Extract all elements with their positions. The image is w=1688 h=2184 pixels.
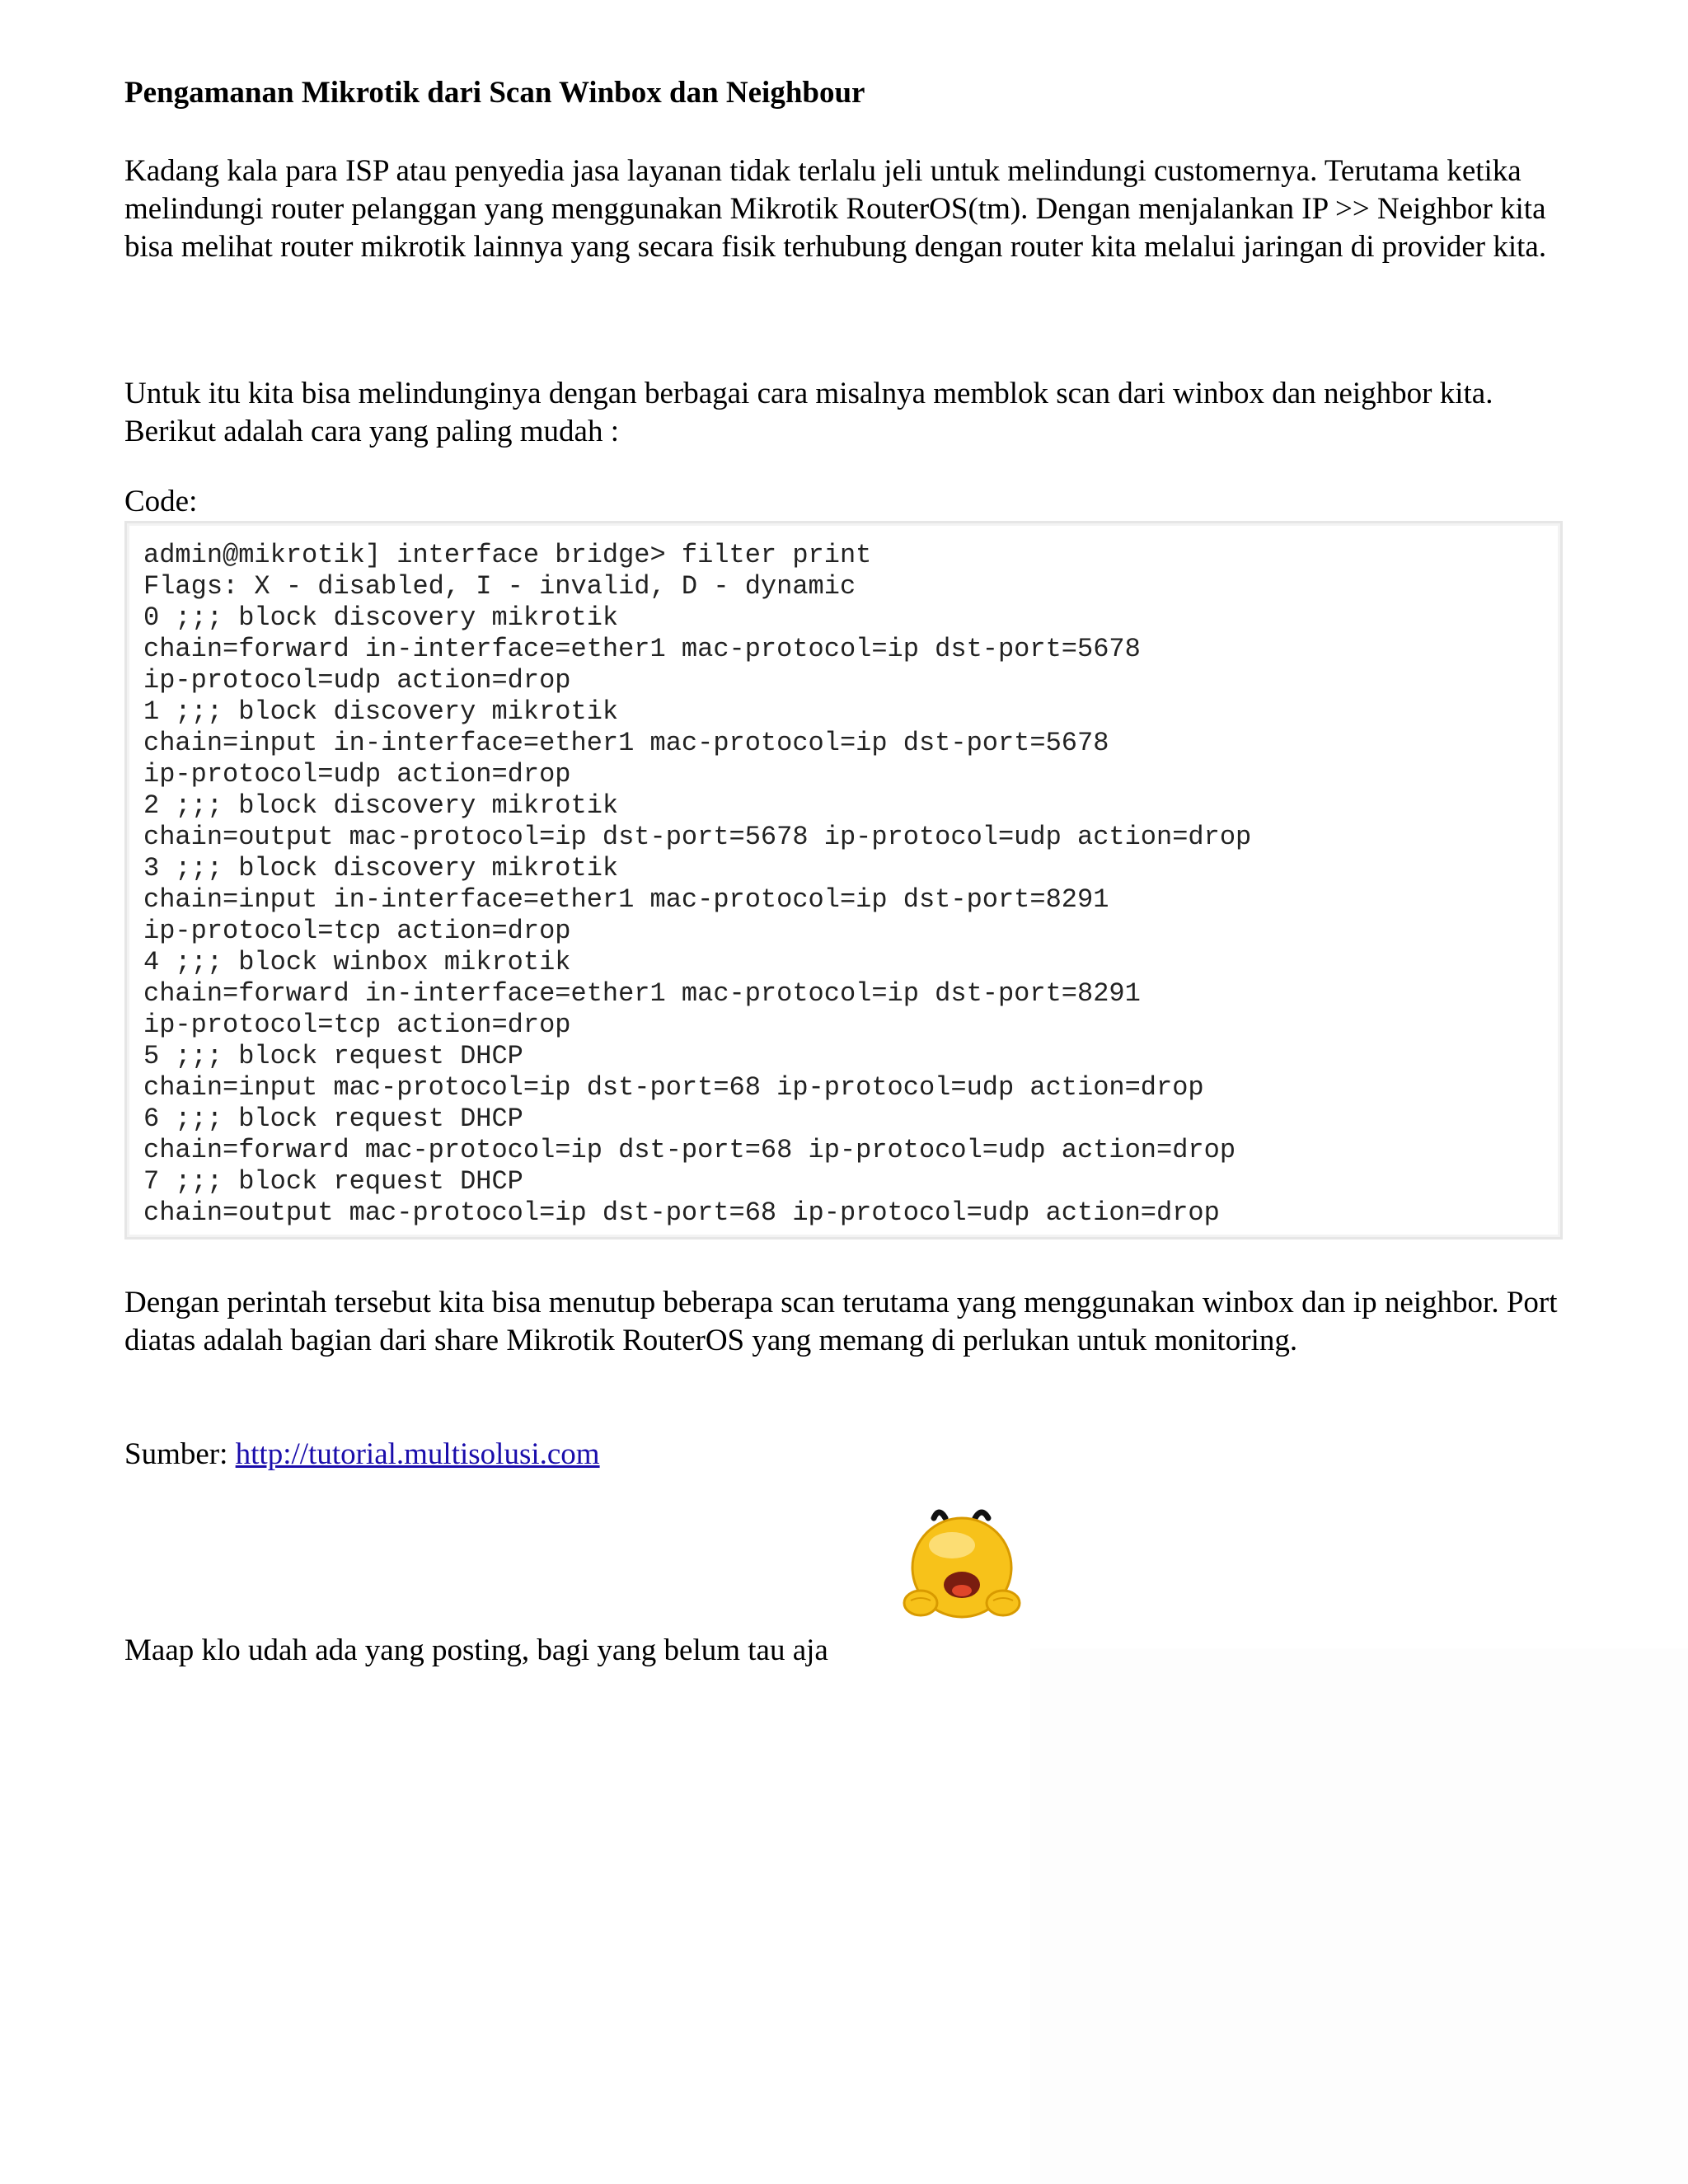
code-line: ip-protocol=tcp action=drop	[143, 916, 571, 946]
article-title: Pengamanan Mikrotik dari Scan Winbox dan Neighbour	[124, 76, 865, 110]
code-line: 0 ;;; block discovery mikrotik	[143, 602, 619, 633]
code-line: 6 ;;; block request DHCP	[143, 1104, 523, 1134]
code-line: 3 ;;; block discovery mikrotik	[143, 853, 619, 883]
code-line: chain=output mac-protocol=ip dst-port=5678 ip-protocol=udp action=drop	[143, 822, 1252, 852]
code-line: 2 ;;; block discovery mikrotik	[143, 790, 619, 821]
code-line: ip-protocol=tcp action=drop	[143, 1010, 571, 1040]
code-line: ip-protocol=udp action=drop	[143, 759, 571, 790]
code-line: ip-protocol=udp action=drop	[143, 665, 571, 696]
code-line: 5 ;;; block request DHCP	[143, 1041, 523, 1071]
intro-paragraph: Kadang kala para ISP atau penyedia jasa layanan tidak terlalu jeli untuk melindungi customernya. Terutama ketika melindungi router pelanggan yang menggunakan Mikrotik RouterOS(tm). Dengan menjalankan IP >> Neighbor kita bisa melihat router mikrotik lainnya yang secara fisik terhubung dengan router kita melalui jaringan di provider kita.	[124, 154, 1547, 264]
code-line: chain=input in-interface=ether1 mac-protocol=ip dst-port=5678	[143, 728, 1109, 758]
code-line: 1 ;;; block discovery mikrotik	[143, 696, 619, 727]
code-block	[124, 521, 1563, 1240]
laughing-smiley-icon	[903, 1500, 1026, 1628]
code-line: chain=forward in-interface=ether1 mac-protocol=ip dst-port=8291	[143, 978, 1141, 1009]
explanation-paragraph: Dengan perintah tersebut kita bisa menutup beberapa scan terutama yang menggunakan winbox dan ip neighbor. Port diatas adalah bagian dari share Mikrotik RouterOS yang memang di perlukan untuk monitoring.	[124, 1286, 1558, 1357]
source-line	[124, 1436, 1575, 1474]
code-line: chain=output mac-protocol=ip dst-port=68 ip-protocol=udp action=drop	[143, 1197, 1220, 1228]
closing-remark: Maap klo udah ada yang posting, bagi yang belum tau aja	[124, 1633, 828, 1667]
code-line: Flags: X - disabled, I - invalid, D - dynamic	[143, 571, 856, 602]
code-line: admin@mikrotik] interface bridge> filter print	[143, 540, 872, 570]
code-line: 7 ;;; block request DHCP	[143, 1166, 523, 1197]
source-label: Sumber:	[124, 1437, 236, 1471]
code-line: chain=input in-interface=ether1 mac-protocol=ip dst-port=8291	[143, 884, 1109, 915]
code-line: chain=forward mac-protocol=ip dst-port=68 ip-protocol=udp action=drop	[143, 1135, 1236, 1165]
code-line: 4 ;;; block winbox mikrotik	[143, 947, 571, 977]
background-panel	[1030, 1648, 1688, 2184]
code-line: chain=forward in-interface=ether1 mac-protocol=ip dst-port=5678	[143, 634, 1141, 664]
method-paragraph: Untuk itu kita bisa melindunginya dengan berbagai cara misalnya memblok scan dari winbox dan neighbor kita. Berikut adalah cara yang paling mudah :	[124, 377, 1493, 448]
source-link[interactable]: http://tutorial.multisolusi.com	[235, 1437, 600, 1471]
code-label: Code:	[124, 485, 198, 518]
code-line: chain=input mac-protocol=ip dst-port=68 ip-protocol=udp action=drop	[143, 1072, 1204, 1103]
